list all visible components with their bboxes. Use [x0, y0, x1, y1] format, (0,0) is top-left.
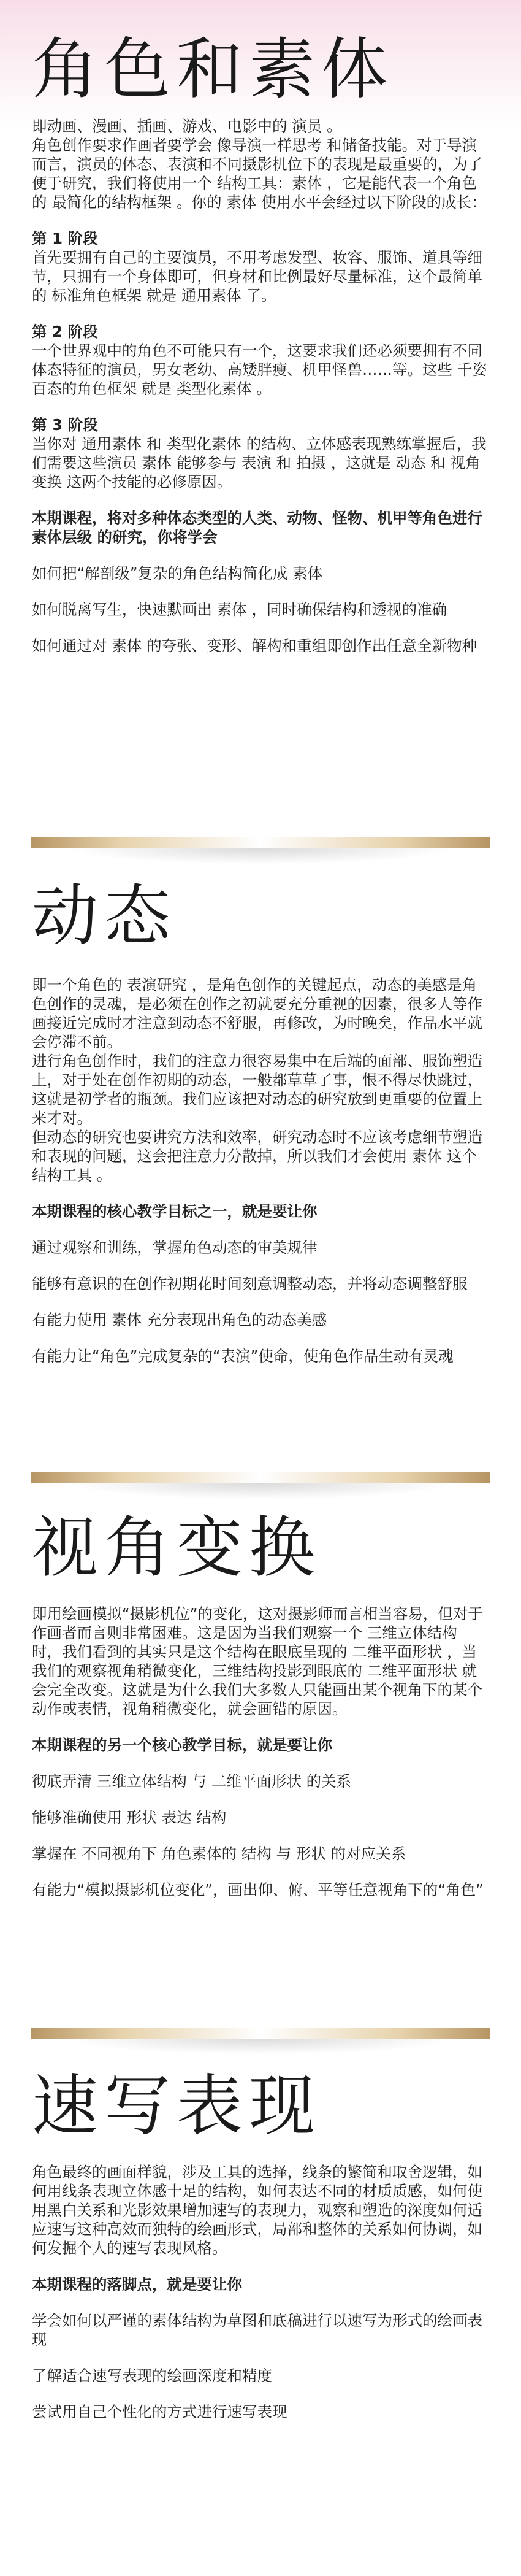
course-goal: 本期课程的落脚点，就是要让你 [32, 2275, 242, 2293]
course-goal: 本期课程的核心教学目标之一，就是要让你 [32, 1202, 318, 1220]
section-body [32, 117, 490, 672]
paragraph: 即动画、漫画、插画、游戏、电影中的 演员 。 [32, 117, 342, 135]
goal-point: 如何通过对 素体 的夸张、变形、解构和重组即创作出任意全新物种 [32, 637, 477, 655]
course-goal: 本期课程，将对多种体态类型的人类、动物、怪物、机甲等角色进行 素体层级 的研究，你将学会 [32, 509, 482, 546]
paragraph: 即用绘画模拟“摄影机位”的变化，这对摄影师而言相当容易，但对于作画者而言则非常困难。这是因为当我们观察一个 三维立体结构 时，我们看到的其实只是这个结构在眼底呈现的 二维平面形状 ，当我们的观察视角稍微变化，三维结构投影到眼底的 二维平面形状 就会完全改变。这就是为什么我们大多数人只能画出某个视角下的某个动作或表情，视角稍微变化，就会画错的原因。 [32, 1605, 483, 1718]
goal-point: 如何把“解剖级”复杂的角色结构简化成 素体 [32, 564, 323, 582]
section-body [32, 2163, 490, 2439]
section-divider [31, 1472, 490, 1483]
goal-point: 有能力使用 素体 充分表现出角色的动态美感 [32, 1311, 327, 1329]
goal-point: 彻底弄清 三维立体结构 与 二维平面形状 的关系 [32, 1772, 352, 1790]
goal-point: 能够有意识的在创作初期花时间刻意调整动态，并将动态调整舒服 [32, 1275, 468, 1293]
goal-point: 通过观察和训练，掌握角色动态的审美规律 [32, 1239, 318, 1256]
section-divider [31, 837, 490, 848]
section-body [32, 975, 490, 1383]
course-goal: 本期课程的另一个核心教学目标，就是要让你 [32, 1736, 332, 1754]
goal-point: 有能力“模拟摄影机位变化”，画出仰、俯、平等任意视角下的“角色” [32, 1881, 484, 1899]
section-title: 速写表现 [32, 2068, 322, 2145]
stage-title: 第 2 阶段 [32, 323, 98, 340]
paragraph: 角色最终的画面样貌，涉及工具的选择，线条的繁简和取舍逻辑，如何用线条表现立体感十足的结构，如何表达不同的材质质感，如何使用黑白关系和光影效果增加速写的表现力，观察和塑造的深度如何适应速写这种高效而独特的绘画形式，局部和整体的关系如何协调，如何发掘个人的速写表现风格。 [32, 2163, 482, 2257]
stage-title: 第 3 阶段 [32, 416, 98, 434]
goal-point: 尝试用自己个性化的方式进行速写表现 [32, 2403, 287, 2421]
goal-point: 学会如何以严谨的素体结构为草图和底稿进行以速写为形式的绘画表现 [32, 2312, 482, 2348]
paragraph: 角色创作要求作画者要学会 像导演一样思考 和储备技能。对于导演而言，演员的体态、表演和不同摄影机位下的表现是最重要的，为了便于研究，我们将使用一个 结构工具：素体 ，它是能代表一个角色的 最简化的结构框架 。你的 素体 使用水平会经过以下阶段的成长： [32, 136, 487, 211]
goal-point: 如何脱离写生，快速默画出 素体 ，同时确保结构和透视的准确 [32, 601, 447, 618]
goal-point: 掌握在 不同视角下 角色素体的 结构 与 形状 的对应关系 [32, 1845, 406, 1863]
paragraph: 进行角色创作时，我们的注意力很容易集中在后端的面部、服饰塑造上，对于处在创作初期的动态，一般都草草了事，恨不得尽快跳过，这就是初学者的瓶颈。我们应该把对动态的研究放到更重要的位置上来才对。 [32, 1052, 482, 1127]
section-divider [31, 2028, 490, 2039]
paragraph: 即一个角色的 表演研究 ，是角色创作的关键起点，动态的美感是角色创作的灵魂，是必须在创作之初就要充分重视的因素，很多人等作画接近完成时才注意到动态不舒服，再修改，为时晚矣，作品水平就会停滞不前。 [32, 976, 482, 1051]
stage-title: 第 1 阶段 [32, 229, 98, 247]
goal-point: 能够准确使用 形状 表达 结构 [32, 1809, 227, 1826]
stage-text: 首先要拥有自己的主要演员，不用考虑发型、妆容、服饰、道具等细节，只拥有一个身体即可，但身材和比例最好尽量标准，这个最简单的 标准角色框架 就是 通用素体 了。 [32, 248, 482, 304]
section-title: 动态 [32, 878, 177, 955]
goal-point: 了解适合速写表现的绘画深度和精度 [32, 2367, 272, 2385]
paragraph: 但动态的研究也要讲究方法和效率，研究动态时不应该考虑细节塑造和表现的问题，这会把注意力分散掉，所以我们才会使用 素体 这个 结构工具 。 [32, 1128, 482, 1184]
section-title: 角色和素体 [32, 31, 394, 108]
section-body [32, 1604, 490, 1917]
stage-text: 一个世界观中的角色不可能只有一个，这要求我们还必须要拥有不同体态特征的演员，男女老幼、高矮胖瘦、机甲怪兽……等。这些 千姿百态的角色框架 就是 类型化素体 。 [32, 342, 487, 398]
goal-point: 有能力让“角色”完成复杂的“表演”使命，使角色作品生动有灵魂 [32, 1347, 454, 1365]
section-title: 视角变换 [32, 1510, 322, 1586]
stage-text: 当你对 通用素体 和 类型化素体 的结构、立体感表现熟练掌握后，我们需要这些演员 素体 能够参与 表演 和 拍摄 ，这就是 动态 和 视角变换 这两个技能的必修原因。 [32, 435, 487, 491]
